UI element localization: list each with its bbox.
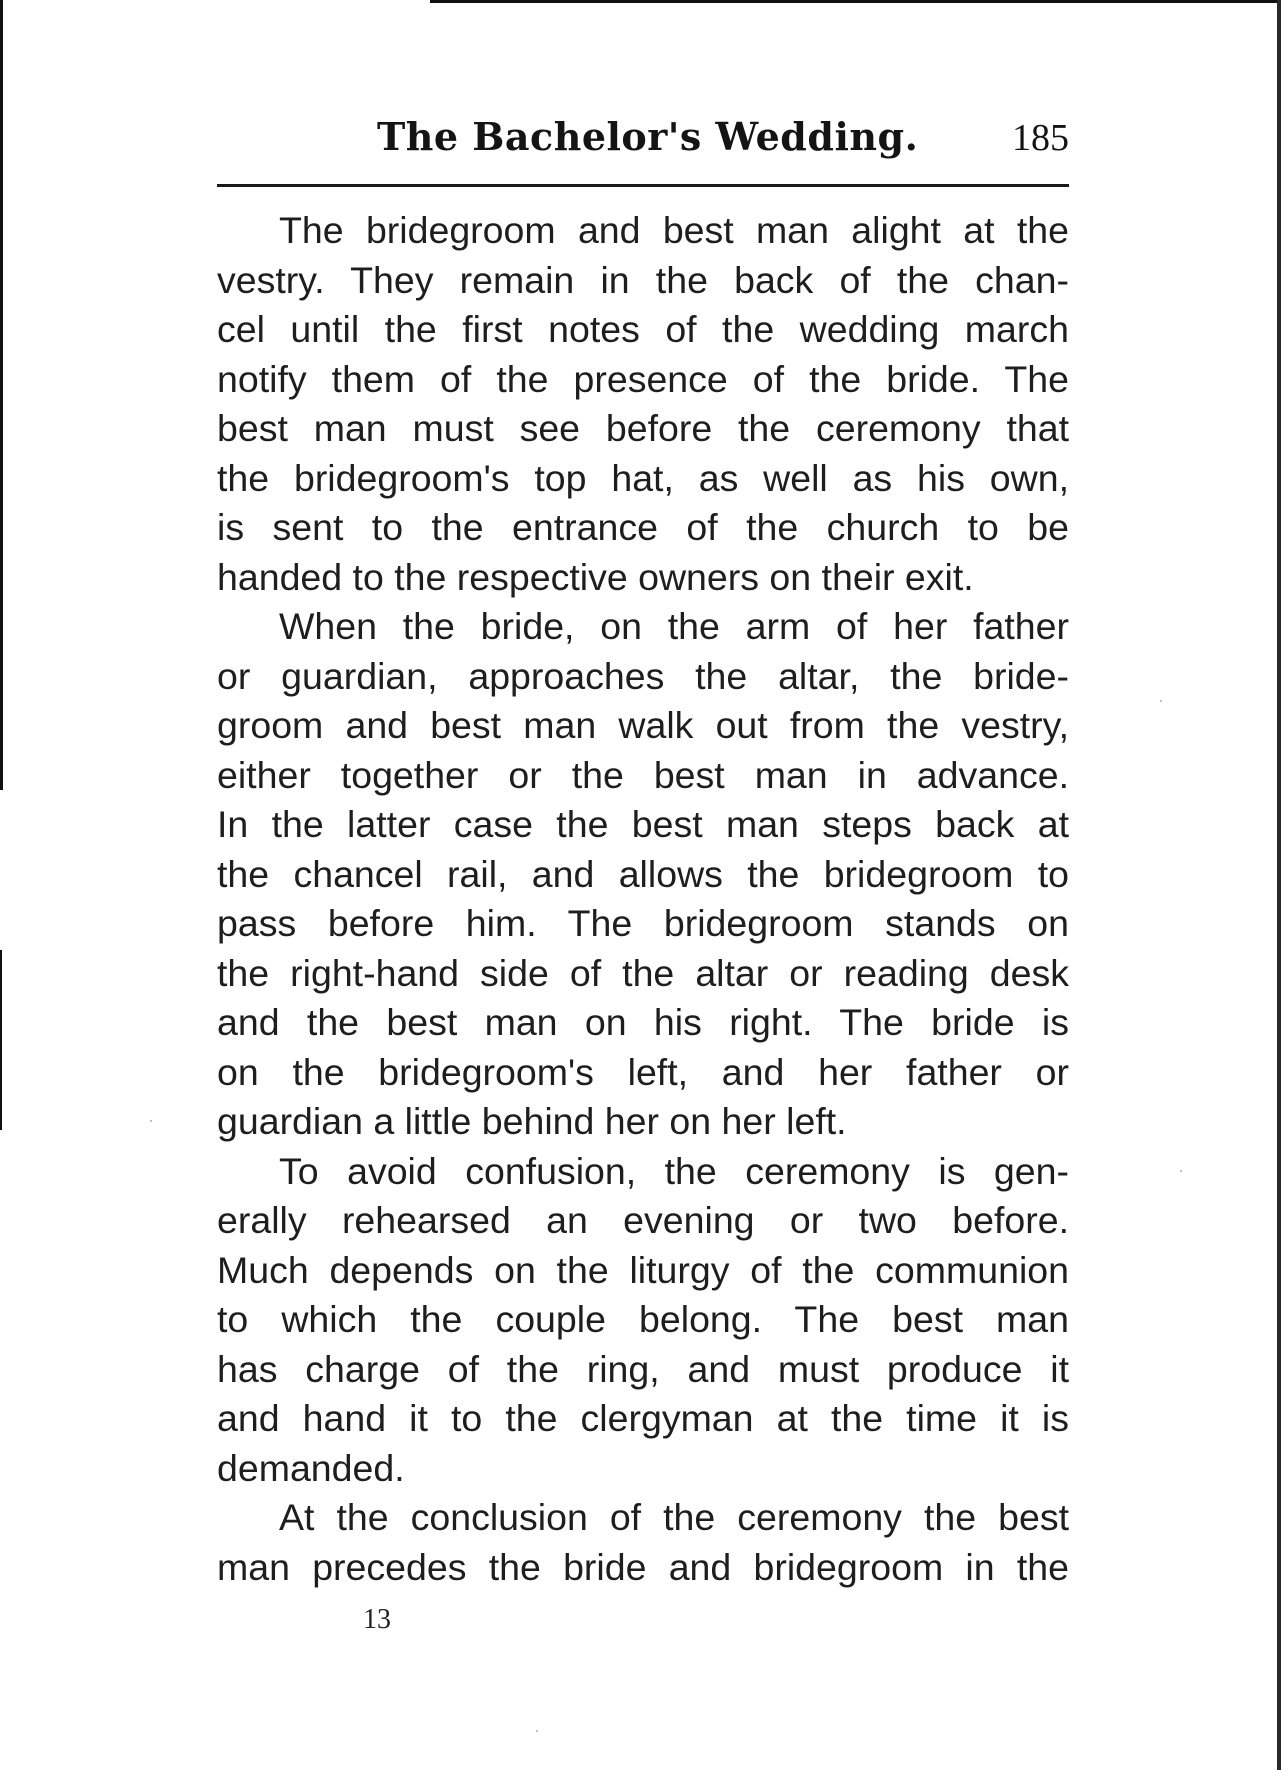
text-line: has charge of the ring, and must produce it xyxy=(217,1347,1069,1390)
scan-edge-right xyxy=(1277,0,1281,1770)
running-head xyxy=(217,108,1069,178)
text-line: demanded. xyxy=(217,1446,405,1489)
text-line: To avoid confusion, the ceremony is gen- xyxy=(279,1149,1069,1192)
scan-edge-left xyxy=(0,0,3,790)
text-line: and hand it to the clergyman at the time it is xyxy=(217,1397,1069,1439)
text-line: Much depends on the liturgy of the communion xyxy=(217,1248,1069,1291)
page-number: 185 xyxy=(1012,117,1069,159)
text-line: handed to the respective owners on their exit. xyxy=(217,555,974,598)
scan-edge-left-lower xyxy=(0,950,2,1130)
text-line: The bridegroom and best man alight at the xyxy=(279,209,1069,251)
text-line: guardian a little behind her on her left. xyxy=(217,1100,847,1142)
text-line: or guardian, approaches the altar, the bride- xyxy=(217,654,1069,697)
text-line: vestry. They remain in the back of the chan- xyxy=(217,258,1069,301)
scan-speck xyxy=(536,1730,538,1732)
scan-edge-top xyxy=(430,0,1281,3)
text-line: groom and best man walk out from the vestry, xyxy=(217,704,1069,746)
running-head-title: The Bachelor's Wedding. xyxy=(377,114,919,159)
scan-speck xyxy=(1180,1170,1182,1172)
header-rule xyxy=(217,184,1069,187)
text-line: the right-hand side of the altar or reading desk xyxy=(217,951,1069,994)
scan-speck xyxy=(1160,700,1162,702)
text-line: cel until the first notes of the wedding march xyxy=(217,308,1069,350)
text-line: on the bridegroom's left, and her father or xyxy=(217,1050,1069,1093)
text-line: best man must see before the ceremony that xyxy=(217,407,1069,449)
signature-mark: 13 xyxy=(363,1604,391,1635)
text-line: pass before him. The bridegroom stands on xyxy=(217,902,1069,944)
text-line: In the latter case the best man steps back at xyxy=(217,803,1069,845)
text-line: When the bride, on the arm of her father xyxy=(279,605,1069,647)
body-text xyxy=(217,206,1069,1592)
text-line: is sent to the entrance of the church to be xyxy=(217,506,1069,548)
text-line: notify them of the presence of the bride. The xyxy=(217,357,1069,400)
scan-speck xyxy=(150,1120,152,1122)
text-line: man precedes the bride and bridegroom in the xyxy=(217,1545,1069,1588)
text-line: either together or the best man in advance. xyxy=(217,753,1069,796)
text-line: the bridegroom's top hat, as well as his own, xyxy=(217,456,1069,499)
text-line: to which the couple belong. The best man xyxy=(217,1298,1069,1340)
text-line: and the best man on his right. The bride is xyxy=(217,1001,1069,1043)
text-line: At the conclusion of the ceremony the best xyxy=(279,1496,1069,1538)
text-line: erally rehearsed an evening or two before. xyxy=(217,1199,1069,1241)
text-line: the chancel rail, and allows the bridegroom to xyxy=(217,852,1069,895)
